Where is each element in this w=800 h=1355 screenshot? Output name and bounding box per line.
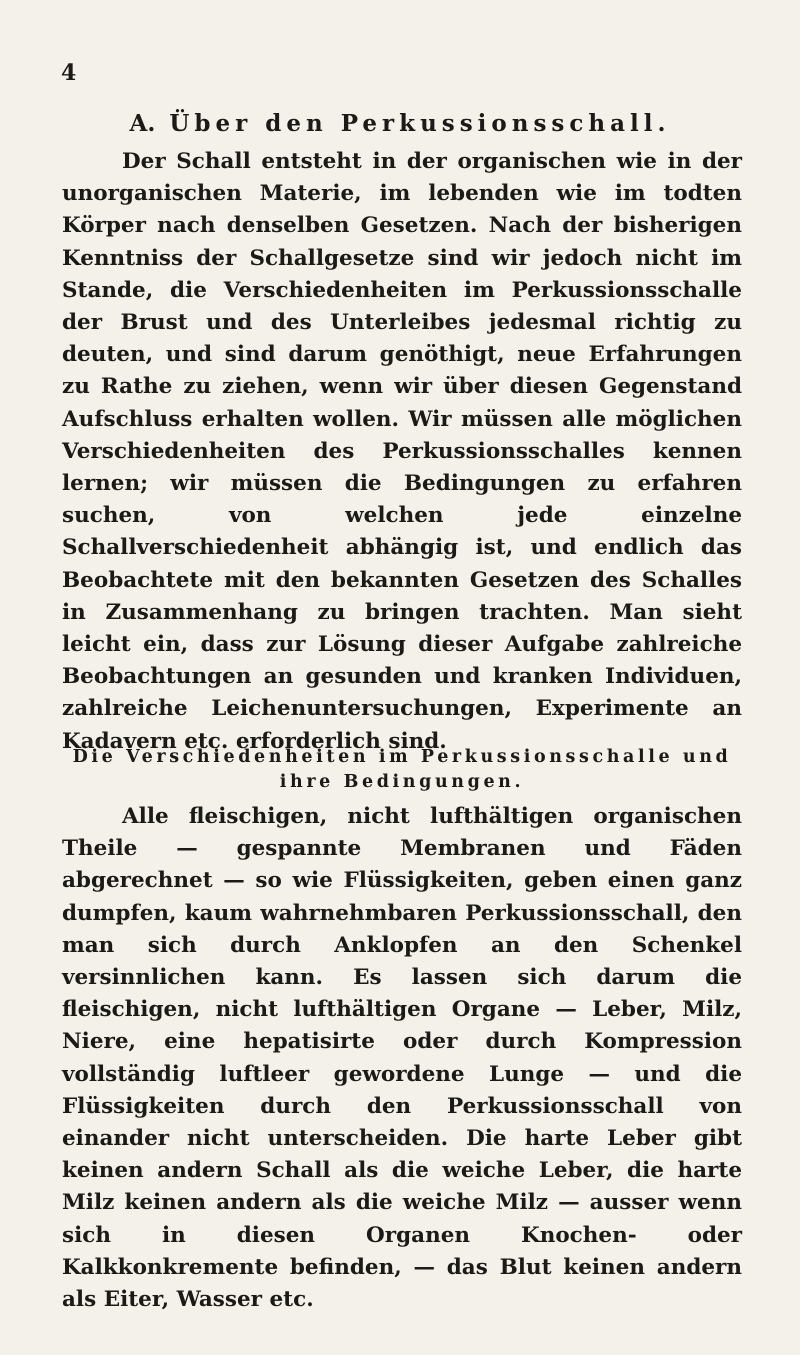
section-heading-title: Über den Perkussionsschall. bbox=[169, 110, 671, 137]
section-heading bbox=[0, 110, 800, 137]
section-heading-prefix: A. bbox=[129, 110, 156, 137]
subsection-heading: Die Verschiedenheiten im Perkussionsschalle und ihre Bedingungen. bbox=[72, 747, 732, 792]
paragraph-2: Alle fleischigen, nicht lufthältigen organischen Theile — gespannte Membranen und Fäden abgerechnet — so wie Flüssigkeiten, geben einen ganz dumpfen, kaum wahrnehmbaren Perkussionsschall, den man sich durch Anklopfen an den Schenkel versinnlichen kann. Es lassen sich darum die fleischigen, nicht lufthältigen Organe — Leber, Milz, Niere, eine hepatisirte oder durch Kompression vollständig luftleer gewordene Lunge — und die Flüssigkeiten durch den Perkussionsschall von einander nicht unterscheiden. Die harte Leber gibt keinen andern Schall als die weiche Leber, die harte Milz keinen andern als die weiche Milz — ausser wenn sich in diesen Organen Knochen- oder Kalkkonkremente befinden, — das Blut keinen andern als Eiter, Wasser etc. bbox=[62, 804, 742, 1313]
page-number: 4 bbox=[61, 60, 77, 86]
paragraph-1: Der Schall entsteht in der organischen wie in der unorganischen Materie, im lebenden wie im todten Körper nach denselben Gesetzen. Nach der bisherigen Kenntniss der Schallgesetze sind wir jedoch nicht im Stande, die Verschiedenheiten im Perkussionsschalle der Brust und des Unterleibes jedesmal richtig zu deuten, und sind darum genöthigt, neue Erfahrungen zu Rathe zu ziehen, wenn wir über diesen Gegenstand Aufschluss erhalten wollen. Wir müssen alle möglichen Verschiedenheiten des Perkussionsschalles kennen lernen; wir müssen die Bedingungen zu erfahren suchen, von welchen jede einzelne Schallverschiedenheit abhängig ist, und endlich das Beobachtete mit den bekannten Gesetzen des Schalles in Zusammenhang zu bringen trachten. Man sieht leicht ein, dass zur Lösung dieser Aufgabe zahlreiche Beobachtungen an gesunden und kranken Individuen, zahlreiche Leichenuntersuchungen, Experimente an Kadavern etc. erforderlich sind. bbox=[62, 149, 742, 754]
